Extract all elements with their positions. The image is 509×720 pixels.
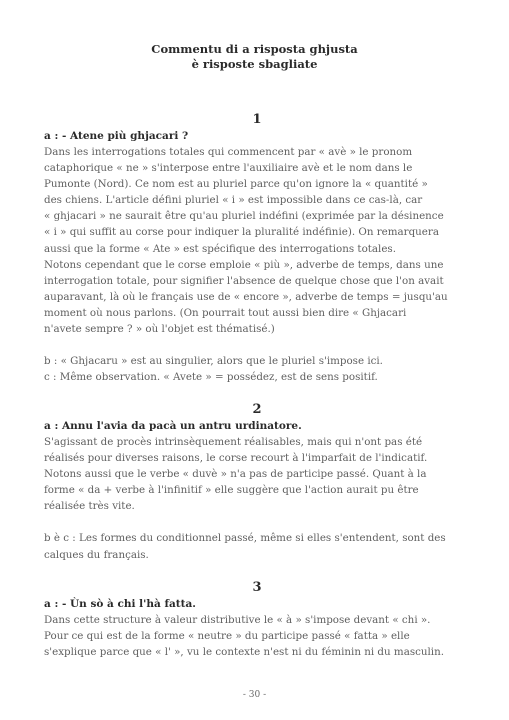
text-line: cataphorique « ne » s'interpose entre l'auxiliaire avè et le nom dans le [44,162,413,175]
section-3 [44,580,470,660]
title-line-1: Commentu di a risposta ghjusta [151,42,358,56]
text-line: Dans cette structure à valeur distributive le « à » s'impose devant « chi ». [44,614,431,626]
section-heading: a : - Atene più ghjacari ? [44,130,189,142]
text-line: s'explique parce que « l' », vu le contexte n'est ni du féminin ni du masculin. [44,646,445,659]
text-line: aussi que la forme « Ate » est spécifique des interrogations totales. [44,242,396,255]
text-line: b è c : Les formes du conditionnel passé, même si elles s'entendent, sont des [44,532,446,545]
section-paragraph [44,353,470,385]
title-line-2: è risposte sbagliate [191,57,318,71]
text-line: Notons cependant que le corse emploie « più », adverbe de temps, dans une [44,258,444,271]
section-number: 2 [252,402,262,417]
text-line: Dans les interrogations totales qui commencent par « avè » le pronom [44,146,413,158]
text-line: « ghjacari » ne saurait être qu'au pluriel indéfini (exprimée par la désinence [44,210,444,223]
text-line: Pour ce qui est de la forme « neutre » du participe passé « fatta » elle [44,630,410,643]
text-line: forme « da + verbe à l'infinitif » elle suggère que l'action aurait pu être [44,484,419,497]
text-line: auparavant, là où le français use de « encore », adverbe de temps = jusqu'au [44,290,448,303]
text-line: Pumonte (Nord). Ce nom est au pluriel parce qu'on ignore la « quantité » [44,178,428,191]
section-heading: a : Annu l'avia da pacà un antru urdinatore. [44,420,302,432]
page-title [0,42,509,72]
text-line: S'agissant de procès intrinsèquement réalisables, mais qui n'ont pas été [44,436,423,448]
text-line: interrogation totale, pour signifier l'absence de quelque chose que l'on avait [44,274,444,287]
section-paragraph [44,434,470,514]
section-number: 3 [252,580,262,595]
text-line: c : Même observation. « Avete » = possédez, est de sens positif. [44,371,378,384]
text-line: « i » qui suffit au corse pour indiquer la pluralité indéfinie). On remarquera [44,226,439,239]
section-number: 1 [252,112,262,127]
text-line: réalisés pour diverses raisons, le corse recourt à l'imparfait de l'indicatif. [44,452,428,465]
text-line: des chiens. L'article défini pluriel « i » est impossible dans ce cas-là, car [44,194,423,207]
text-line: b : « Ghjacaru » est au singulier, alors que le pluriel s'impose ici. [44,355,383,368]
text-line: moment où nous parlons. (On pourrait tout aussi bien dire « Ghjacari [44,306,407,319]
text-line: Notons aussi que le verbe « duvè » n'a pas de participe passé. Quant à la [44,468,427,481]
section-paragraph [44,612,470,660]
page-number: - 30 - [242,690,267,700]
section-paragraph [44,530,470,562]
text-line: calques du français. [44,548,149,561]
text-line: réalisée très vite. [44,500,135,513]
section-heading: a : - Ùn sò à chi l'hà fatta. [44,598,196,610]
text-line: n'avete sempre ? » où l'objet est thématisé.) [44,323,275,336]
section-1 [44,112,470,385]
section-paragraph [44,144,470,337]
section-2 [44,402,470,563]
